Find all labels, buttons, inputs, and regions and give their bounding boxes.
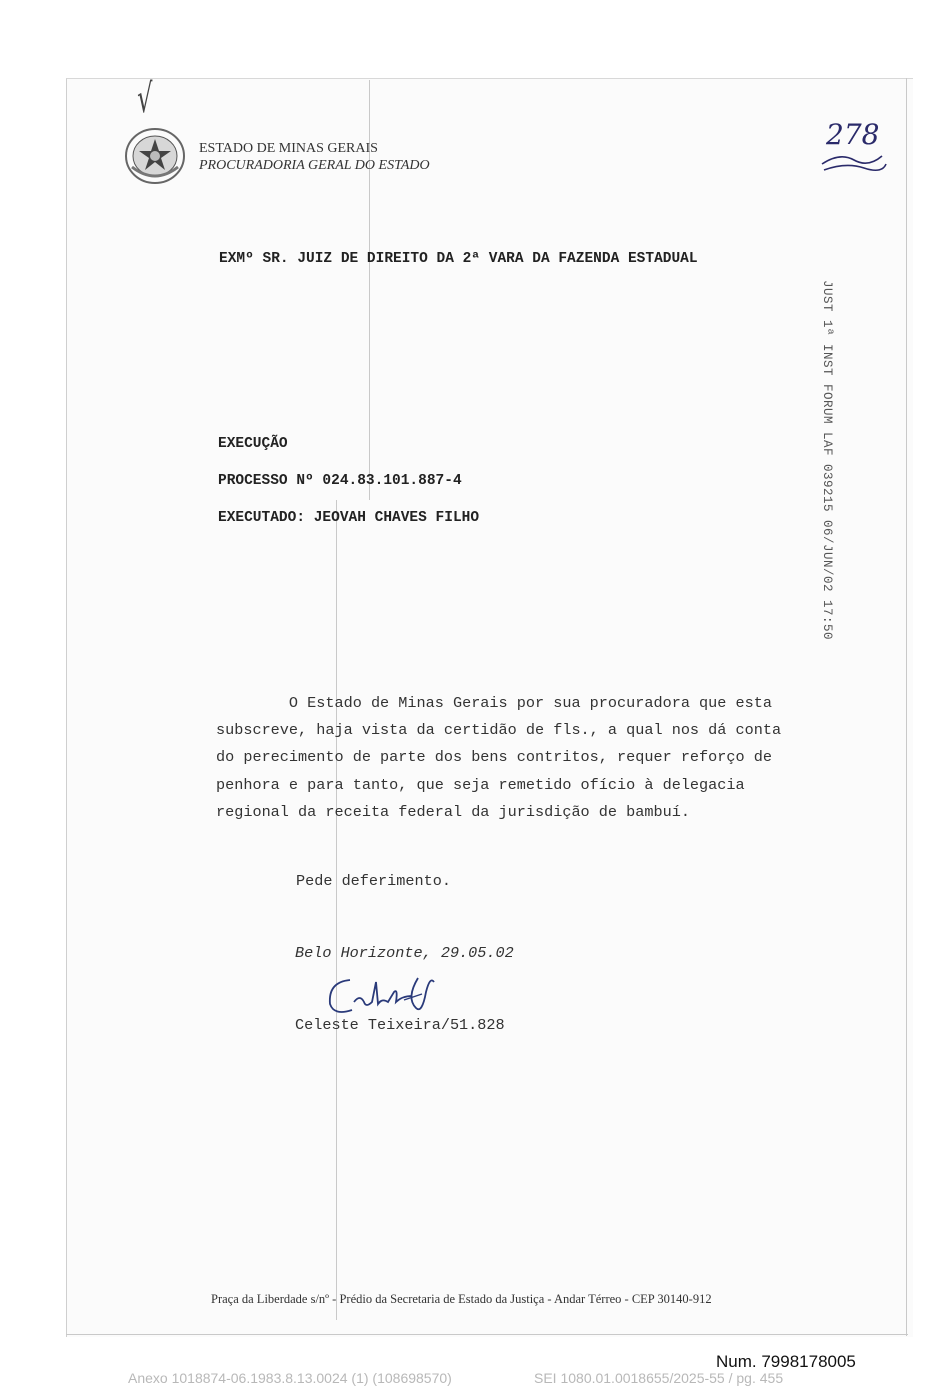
- body-line: regional da receita federal da jurisdição de bambuí.: [216, 802, 690, 821]
- page-edge: [906, 78, 907, 1336]
- annex-reference: Anexo 1018874-06.1983.8.13.0024 (1) (108698570): [128, 1370, 452, 1386]
- body-line: O Estado de Minas Gerais por sua procuradora que esta: [216, 694, 772, 712]
- sei-reference: SEI 1080.01.0018655/2025-55 / pg. 455: [534, 1370, 784, 1386]
- header-agency-name: PROCURADORIA GERAL DO ESTADO: [199, 158, 430, 173]
- closing-request: Pede deferimento.: [296, 872, 451, 890]
- debtor-name: EXECUTADO: JEOVAH CHAVES FILHO: [218, 510, 480, 526]
- document-number: Num. 7998178005: [716, 1352, 856, 1371]
- check-mark: √: [137, 76, 153, 122]
- addressee-line: EXMº SR. JUIZ DE DIREITO DA 2ª VARA DA FAZENDA ESTADUAL: [219, 251, 698, 267]
- body-line: penhora e para tanto, que seja remetido ofício à delegacia: [216, 775, 745, 794]
- court-receipt-stamp: JUST 1ª INST FORUM LAF 039215 06/JUN/02 17:50: [820, 280, 834, 641]
- state-seal-icon: [124, 127, 186, 185]
- bottom-edge: [66, 1334, 908, 1335]
- page-number-handwritten: 278: [826, 118, 880, 151]
- footer-address: Praça da Liberdade s/nº - Prédio da Secretaria de Estado da Justiça - Andar Térreo - CEP 30140-912: [211, 1292, 712, 1306]
- header-state-name: ESTADO DE MINAS GERAIS: [199, 141, 378, 156]
- process-number: PROCESSO Nº 024.83.101.887-4: [218, 473, 462, 489]
- handwritten-flourish: [820, 150, 890, 179]
- signer-name: Celeste Teixeira/51.828: [295, 1016, 505, 1034]
- body-line: subscreve, haja vista da certidão de fls., a qual nos dá conta: [216, 721, 782, 740]
- fold-line: [336, 500, 337, 1320]
- petition-body: [216, 690, 781, 826]
- place-and-date: Belo Horizonte, 29.05.02: [295, 944, 514, 962]
- case-type: EXECUÇÃO: [218, 436, 288, 452]
- body-line: do perecimento de parte dos bens contritos, requer reforço de: [216, 748, 772, 767]
